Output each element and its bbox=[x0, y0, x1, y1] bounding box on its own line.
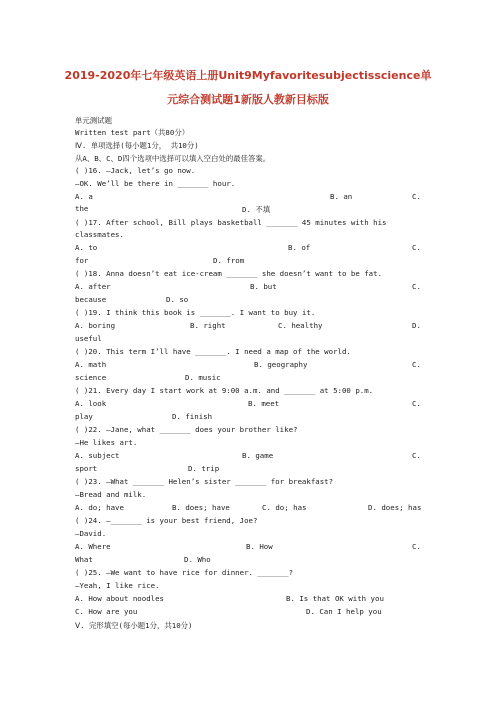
q22-option-c-text: sport bbox=[75, 464, 98, 473]
q16-option-b: B. an bbox=[330, 192, 353, 201]
q24-option-c: C. bbox=[412, 542, 421, 551]
q18-option-c-text: because bbox=[75, 295, 107, 304]
q25-option-d: D. Can I help you bbox=[306, 607, 382, 616]
q21-option-b: B. meet bbox=[248, 399, 280, 408]
q25-option-c: C. How are you bbox=[75, 607, 138, 616]
q16-stem: ( )16. —Jack, let’s go now. bbox=[75, 166, 196, 175]
q17-option-a: A. to bbox=[75, 243, 98, 252]
q24-stem: ( )24. —_______ is your best friend, Joe? bbox=[75, 516, 258, 525]
q16-option-a: A. a bbox=[75, 192, 93, 201]
q17-stem: ( )17. After school, Bill plays basketball _______ 45 minutes with his classmates. bbox=[75, 218, 387, 239]
q16-option-c: C. bbox=[412, 192, 421, 201]
q25-option-a: A. How about noodles bbox=[75, 594, 164, 603]
q18-stem: ( )18. Anna doesn’t eat ice-cream _______ she doesn’t want to be fat. bbox=[75, 269, 383, 278]
q19-option-d: D. bbox=[412, 321, 421, 330]
q22-option-d: D. trip bbox=[188, 464, 220, 473]
q24-option-a: A. Where bbox=[75, 542, 111, 551]
q25-option-b: B. Is that OK with you bbox=[286, 594, 384, 603]
section4-heading: Ⅳ. 单项选择(每小题1分， 共10分) bbox=[75, 141, 199, 150]
q16-option-c-text: the bbox=[75, 204, 89, 213]
q20-option-c-text: science bbox=[75, 373, 107, 382]
q22-stem: ( )22. —Jane, what _______ does your brother like? bbox=[75, 425, 298, 434]
q24-option-d: D. Who bbox=[184, 555, 211, 564]
q23-option-a: A. do; have bbox=[75, 503, 124, 512]
q20-option-d: D. music bbox=[185, 373, 221, 382]
q22-option-c: C. bbox=[412, 451, 421, 460]
q16-dialog: —OK. We’ll be there in _______ hour. bbox=[75, 179, 236, 188]
q20-option-b: B. geography bbox=[254, 360, 308, 369]
q19-option-c: C. healthy bbox=[278, 321, 323, 330]
section5-heading: Ⅴ. 完形填空(每小题1分，共10分) bbox=[75, 621, 193, 630]
q21-stem: ( )21. Every day I start work at 9:00 a.m. and _______ at 5:00 p.m. bbox=[75, 386, 374, 395]
q22-option-a: A. subject bbox=[75, 451, 120, 460]
q22-option-b: B. game bbox=[242, 451, 274, 460]
instruction: 从A、B、C、D四个选项中选择可以填入空白处的最佳答案。 bbox=[75, 154, 271, 163]
q23-option-b: B. does; have bbox=[172, 503, 230, 512]
q18-option-b: B. but bbox=[250, 282, 277, 291]
q20-option-a: A. math bbox=[75, 360, 107, 369]
q16-option-d: D. 不填 bbox=[242, 205, 271, 214]
q17-option-c: C. bbox=[412, 243, 421, 252]
q25-stem: ( )25. —We want to have rice for dinner. _______? bbox=[75, 568, 294, 577]
written-part-heading: Written test part（共80分） bbox=[75, 128, 190, 137]
q17-option-c-text: for bbox=[75, 256, 89, 265]
q24-option-b: B. How bbox=[246, 542, 273, 551]
document-title-line2: 元综合测试题1新版人教新目标版 bbox=[167, 93, 329, 106]
unit-test-heading: 单元测试题 bbox=[75, 116, 112, 125]
q21-option-a: A. look bbox=[75, 399, 107, 408]
q19-stem: ( )19. I think this book is _______. I want to buy it. bbox=[75, 308, 316, 317]
q24-option-c-text: What bbox=[75, 555, 93, 564]
q18-option-c: C. bbox=[412, 282, 421, 291]
q21-option-c: C. bbox=[412, 399, 421, 408]
q25-dialog: —Yeah, I like rice. bbox=[75, 581, 160, 590]
document-title-line1: 2019-2020年七年级英语上册Unit9Myfavoritesubjectisscience单 bbox=[64, 69, 432, 82]
q21-option-d: D. finish bbox=[172, 412, 213, 421]
q23-option-c: C. do; has bbox=[262, 503, 307, 512]
q21-option-c-text: play bbox=[75, 412, 93, 421]
q18-option-a: A. after bbox=[75, 282, 111, 291]
q19-option-b: B. right bbox=[190, 321, 226, 330]
q23-stem: ( )23. —What _______ Helen’s sister _______ for breakfast? bbox=[75, 477, 334, 486]
q17-option-b: B. of bbox=[288, 243, 311, 252]
q17-option-d: D. from bbox=[213, 256, 245, 265]
q20-option-c: C. bbox=[412, 360, 421, 369]
q19-option-a: A. boring bbox=[75, 321, 116, 330]
q23-dialog: —Bread and milk. bbox=[75, 490, 147, 499]
q18-option-d: D. so bbox=[166, 295, 189, 304]
q20-stem: ( )20. This term I’ll have _______. I need a map of the world. bbox=[75, 347, 351, 356]
q19-option-d-text: useful bbox=[75, 334, 102, 343]
q22-dialog: —He likes art. bbox=[75, 438, 138, 447]
q24-dialog: —David. bbox=[75, 529, 107, 538]
q23-option-d: D. does; has bbox=[368, 503, 422, 512]
